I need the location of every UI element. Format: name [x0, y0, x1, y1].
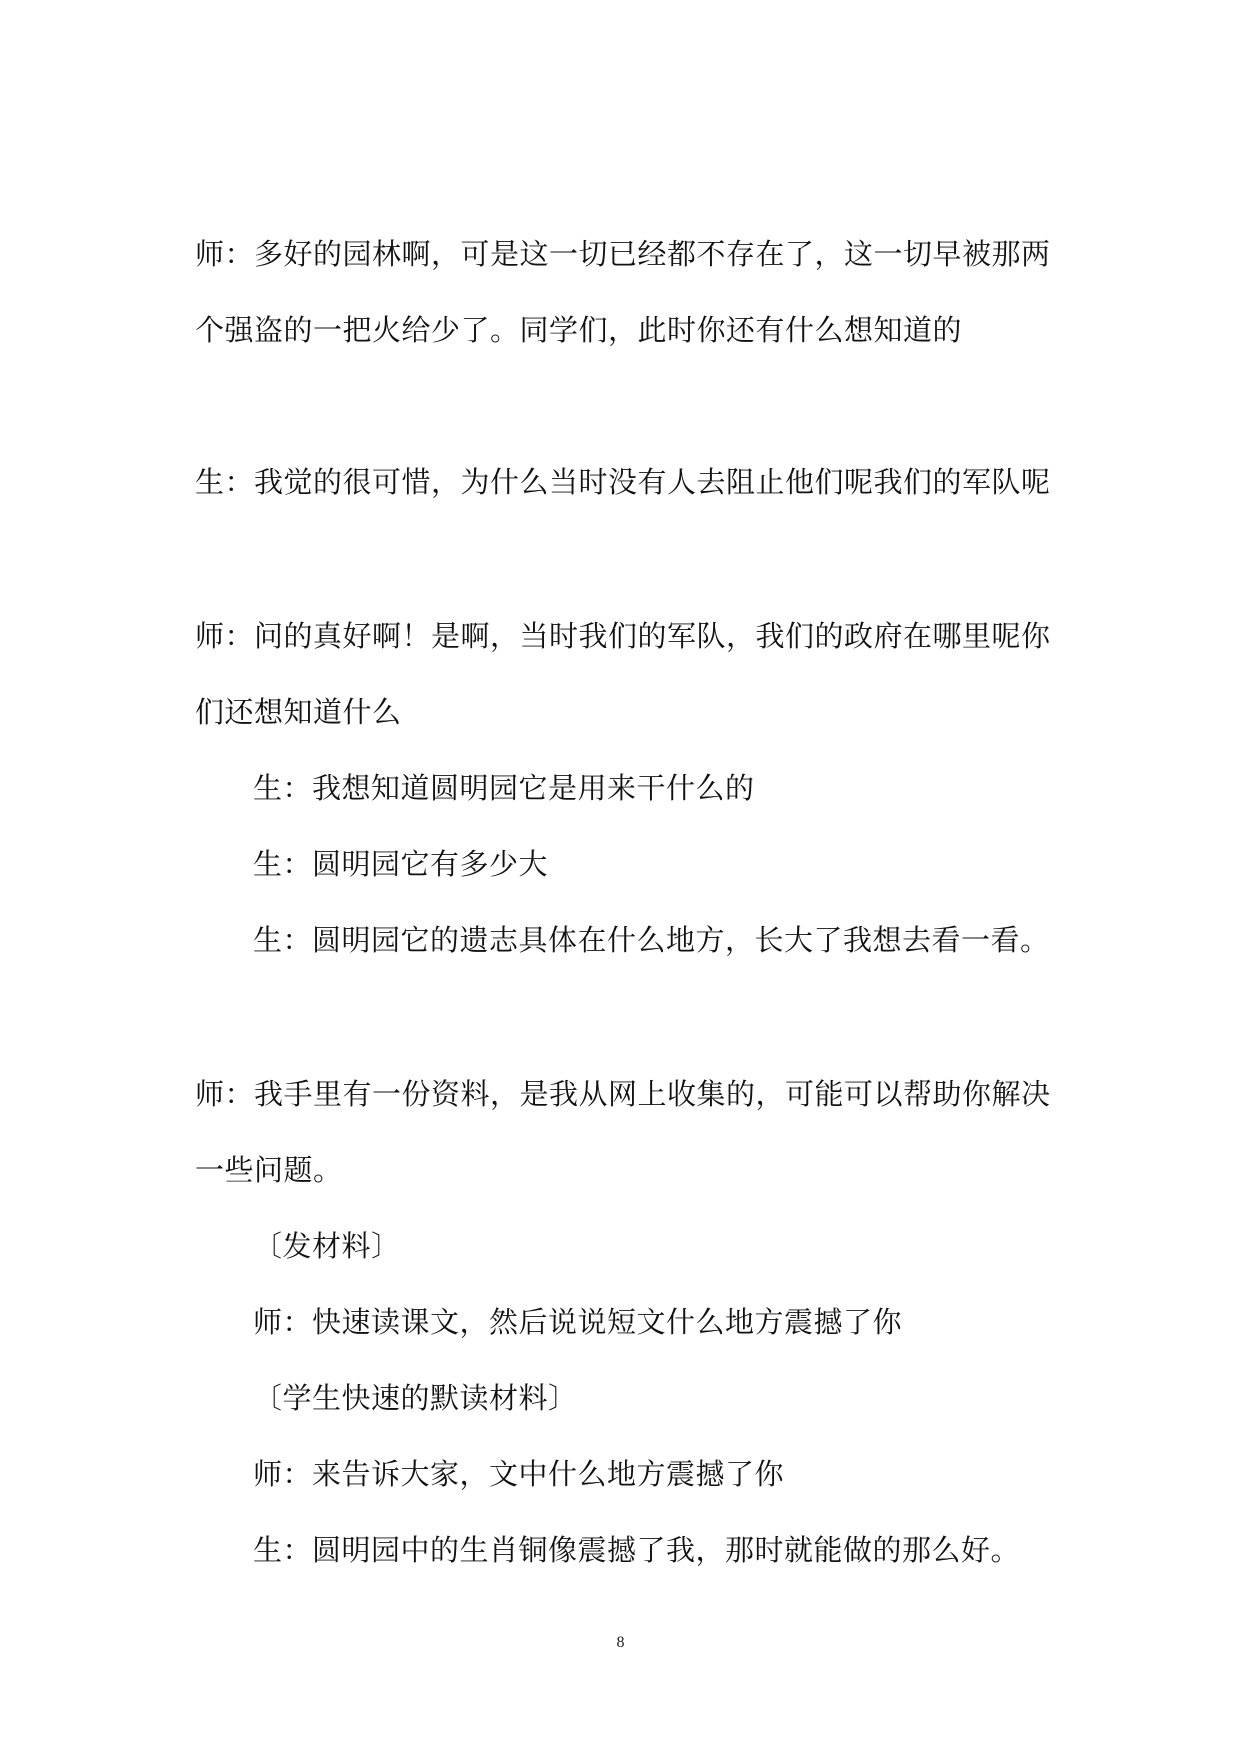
paragraph-line: 〔发材料〕 — [253, 1229, 401, 1263]
page-number: 8 — [616, 1634, 625, 1651]
paragraph-line: 生：我觉的很可惜，为什么当时没有人去阻止他们呢我们的军队呢 — [195, 465, 1051, 499]
paragraph-line: 们还想知道什么 — [195, 695, 402, 729]
paragraph-line: 生：圆明园它的遗志具体在什么地方，长大了我想去看一看。 — [253, 923, 1050, 957]
paragraph-line: 师：快速读课文，然后说说短文什么地方震撼了你 — [253, 1305, 903, 1339]
paragraph-line: 生：圆明园中的生肖铜像震撼了我，那时就能做的那么好。 — [253, 1533, 1021, 1567]
paragraph-line: 师：我手里有一份资料，是我从网上收集的，可能可以帮助你解决 — [195, 1077, 1051, 1111]
paragraph-line: 〔学生快速的默读材料〕 — [253, 1381, 578, 1415]
paragraph-line: 师：问的真好啊！是啊，当时我们的军队，我们的政府在哪里呢你 — [195, 619, 1051, 653]
paragraph-line: 师：来告诉大家，文中什么地方震撼了你 — [253, 1457, 785, 1491]
paragraph-line: 生：圆明园它有多少大 — [253, 847, 549, 881]
paragraph-line: 个强盗的一把火给少了。同学们，此时你还有什么想知道的 — [195, 313, 963, 347]
paragraph-line: 生：我想知道圆明园它是用来干什么的 — [253, 771, 755, 805]
paragraph-line: 师：多好的园林啊，可是这一切已经都不存在了，这一切早被那两 — [195, 237, 1051, 271]
paragraph-line: 一些问题。 — [195, 1153, 343, 1187]
